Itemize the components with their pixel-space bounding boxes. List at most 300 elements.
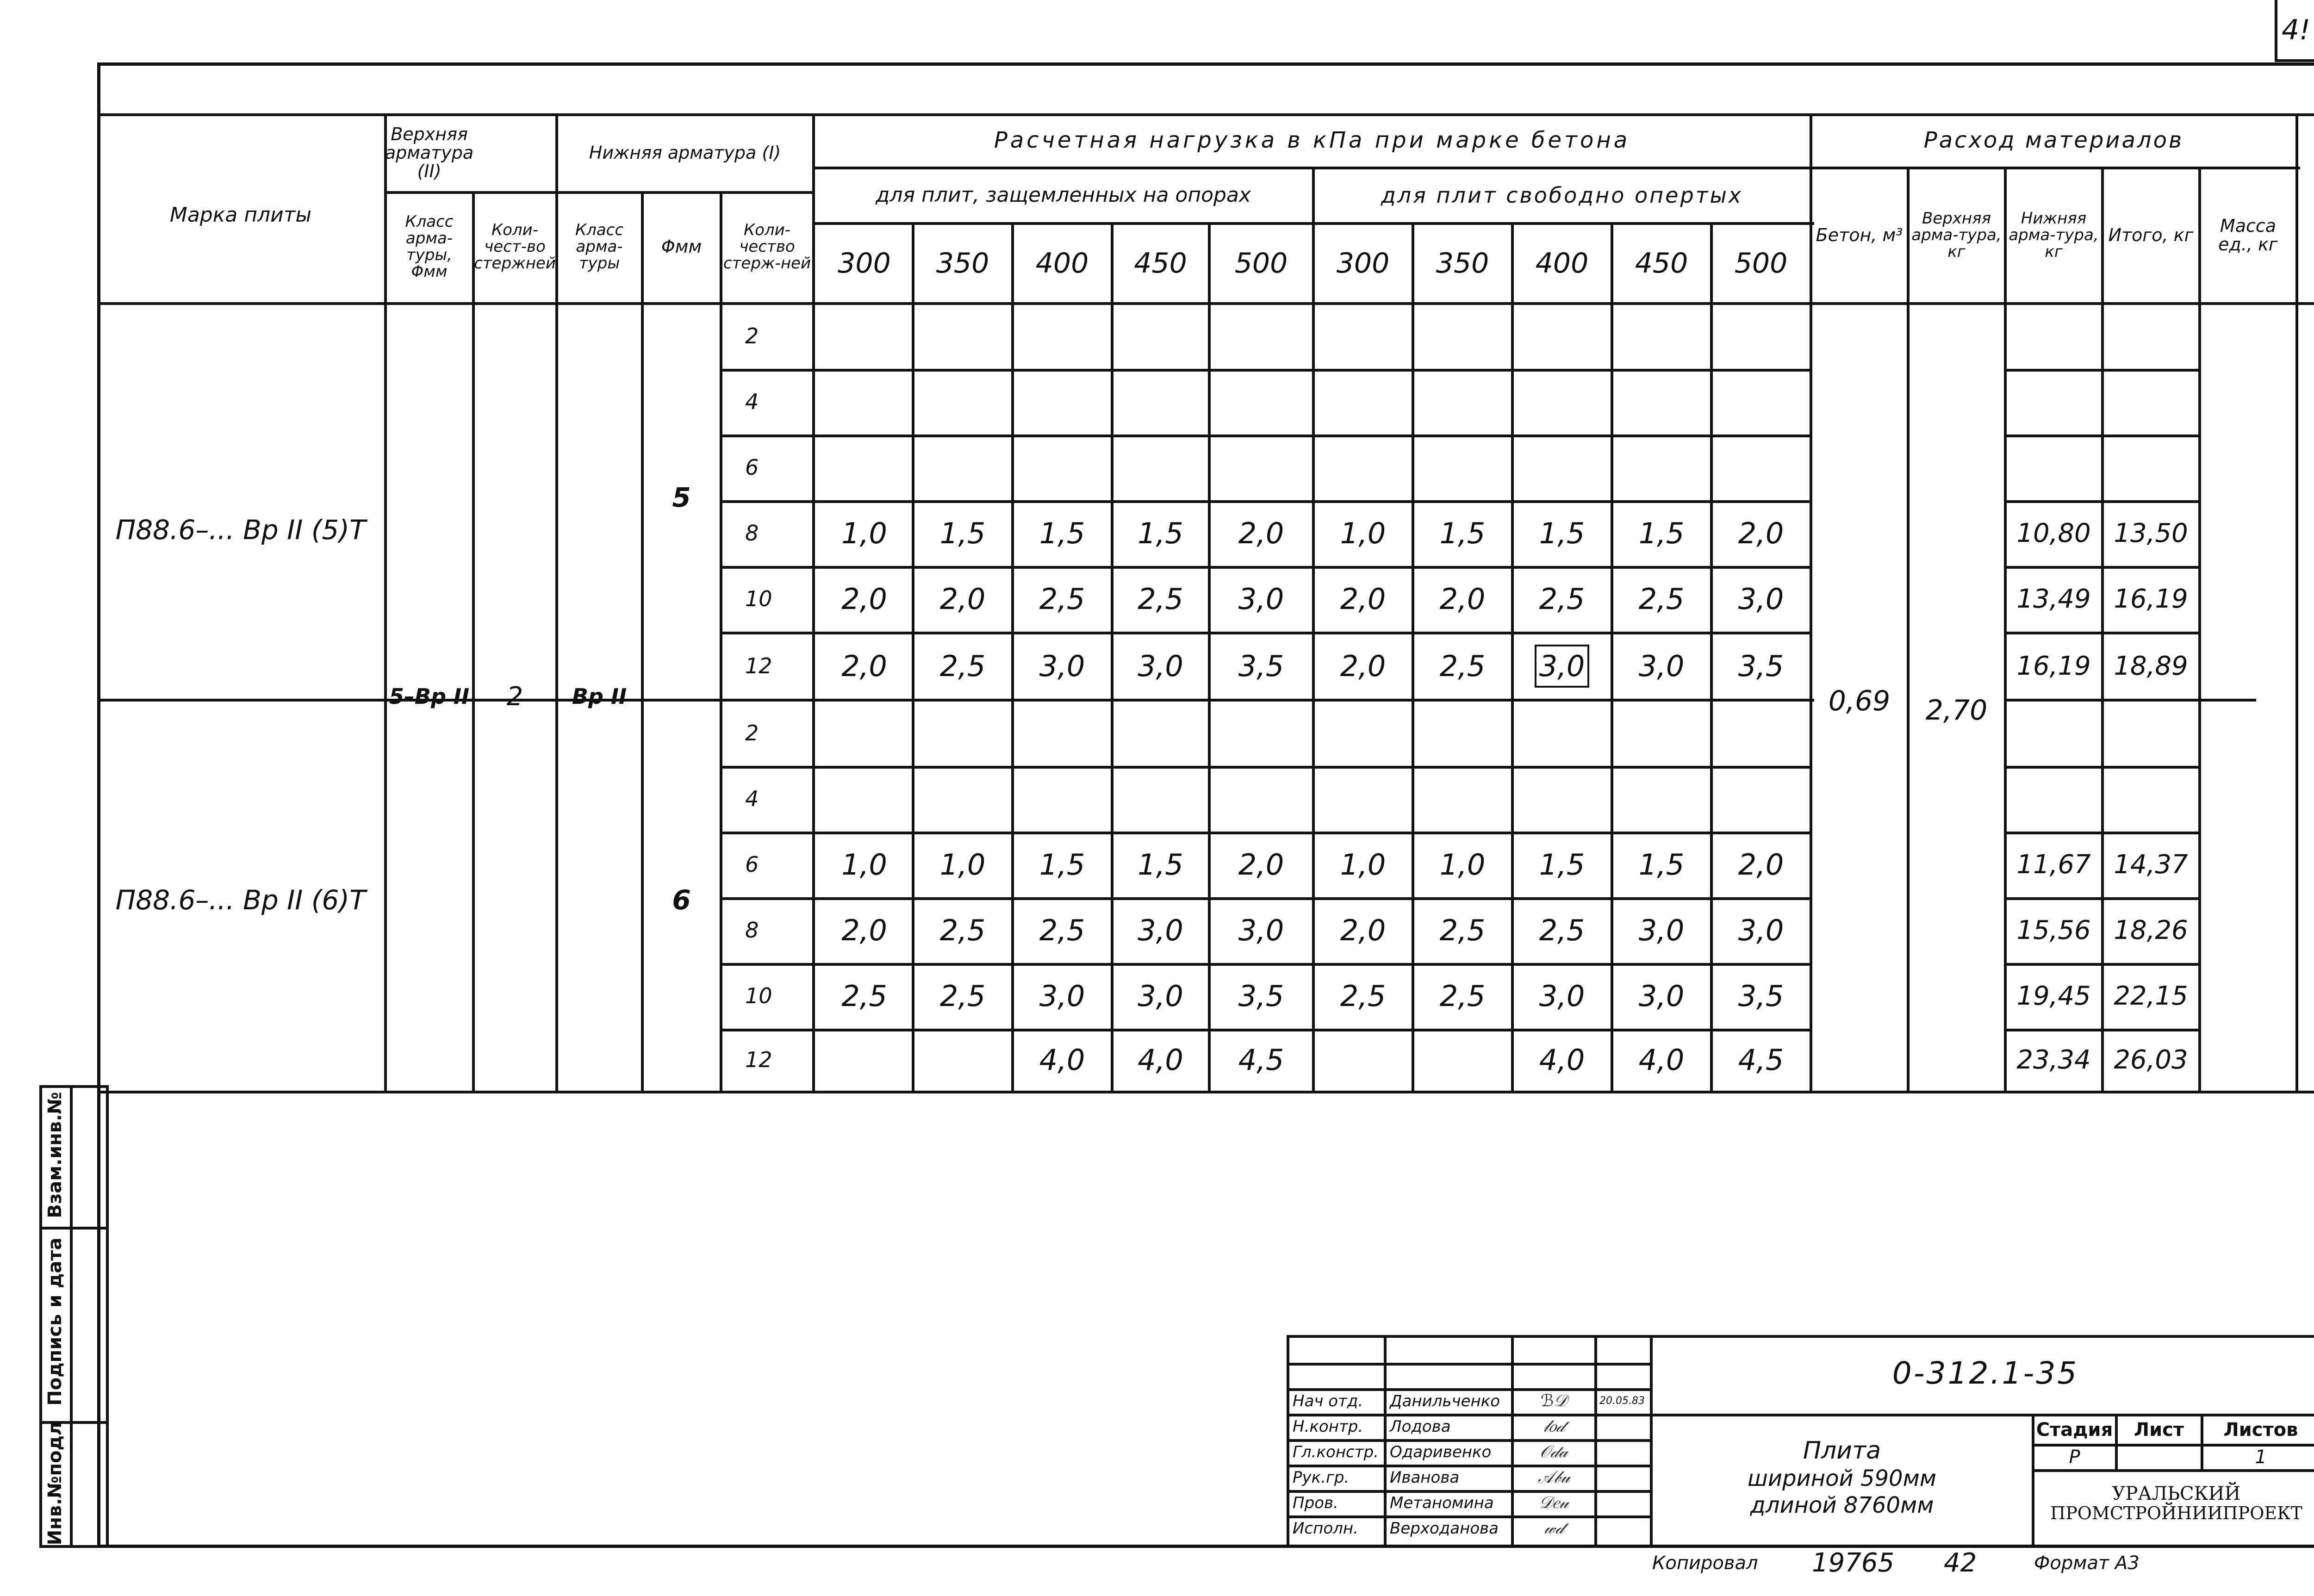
load-cell — [1314, 700, 1412, 766]
header-concrete: Бетон, м³ — [1816, 225, 1903, 245]
side-inv-repl: Взам.инв.№ — [44, 1092, 66, 1218]
row-count: 2 — [745, 720, 759, 745]
person-signature: 𝒜𝒷𝓊 — [1537, 1467, 1570, 1487]
load-cell — [1210, 766, 1312, 832]
col-line — [2295, 113, 2298, 1092]
grade-header: 400 — [1035, 247, 1089, 279]
load-value: 2,0 — [939, 582, 986, 616]
shared-upper-mat: 2,70 — [1925, 694, 1988, 727]
load-cell — [817, 566, 912, 632]
person-name: Одаривенко — [1390, 1442, 1492, 1461]
side-sign-date: Подпись и дата — [44, 1237, 66, 1406]
row-count: 10 — [745, 983, 772, 1008]
lower-mat-cell: 19,45 — [2016, 981, 2091, 1011]
shared-top-class: 5–Вр II — [389, 684, 470, 709]
total-cell: 18,89 — [2114, 651, 2188, 681]
person-name: Верходанова — [1390, 1519, 1499, 1538]
tb-row — [2032, 1469, 2314, 1472]
lower-mat-cell: 15,56 — [2016, 915, 2091, 945]
load-value: 4,0 — [1539, 1043, 1585, 1077]
col-line — [812, 113, 815, 1092]
sheet-value — [2117, 1445, 2201, 1469]
load-cell — [1712, 766, 1810, 832]
header-top-count: Коли-чест-во стержней — [474, 220, 556, 273]
row-count: 8 — [745, 918, 759, 943]
header-upper-mat: Верхняя арма-тура, кг — [1911, 209, 2002, 261]
stage-value: Р — [2069, 1447, 2080, 1468]
lower-mat-cell: 13,49 — [2016, 584, 2091, 614]
load-cell — [1113, 566, 1208, 632]
sheets-value: 1 — [2255, 1447, 2267, 1468]
load-value: 2,0 — [1738, 516, 1784, 550]
person-name: Лодова — [1390, 1417, 1451, 1436]
load-cell — [1014, 766, 1111, 832]
load-cell — [1414, 832, 1511, 897]
load-value: 3,5 — [1238, 979, 1284, 1013]
load-cell — [1014, 897, 1111, 963]
load-value: 2,0 — [1340, 913, 1386, 947]
lower-mat-cell: 10,80 — [2016, 518, 2091, 548]
load-cell — [1712, 632, 1810, 700]
load-cell — [1613, 700, 1710, 766]
person-role: Пров. — [1293, 1493, 1338, 1512]
total-cell — [2103, 700, 2198, 766]
load-cell — [1210, 435, 1312, 500]
load-value: 2,5 — [1539, 913, 1585, 947]
load-cell — [1613, 632, 1710, 700]
load-value: 4,5 — [1738, 1043, 1784, 1077]
lower-mat-cell: 23,34 — [2016, 1044, 2091, 1075]
load-value: 3,0 — [1738, 913, 1784, 947]
load-cell — [1314, 303, 1412, 369]
load-value: 3,5 — [1738, 979, 1784, 1013]
person-role: Гл.констр. — [1293, 1442, 1379, 1461]
row-count: 8 — [745, 521, 759, 546]
person-date — [1594, 1414, 1650, 1439]
org-line-1: УРАЛЬСКИЙ — [2112, 1483, 2241, 1504]
load-cell — [1513, 500, 1611, 566]
load-value: 3,0 — [1238, 582, 1284, 616]
total-cell: 14,37 — [2114, 849, 2188, 880]
load-value: 3,5 — [1738, 649, 1784, 683]
col-line — [1907, 167, 1910, 1092]
person-role: Исполн. — [1293, 1519, 1358, 1538]
header-fixed: для плит, защемленных на опорах — [876, 183, 1251, 207]
load-cell — [1014, 1029, 1111, 1091]
load-cell — [1513, 435, 1611, 500]
grade-header: 400 — [1535, 247, 1589, 279]
load-value: 2,0 — [841, 582, 887, 616]
load-value: 1,0 — [939, 847, 986, 882]
title-line-1: Плита — [1803, 1437, 1881, 1465]
grade-header: 500 — [1234, 247, 1288, 279]
load-cell — [817, 435, 912, 500]
row-count: 4 — [745, 389, 759, 414]
doc-code: 0-312.1-35 — [1892, 1355, 2079, 1391]
grade-header: 300 — [838, 247, 891, 279]
load-cell — [1513, 897, 1611, 963]
load-cell — [1712, 500, 1810, 566]
load-value: 3,0 — [1238, 913, 1284, 947]
total-cell — [2103, 303, 2198, 369]
load-cell — [1210, 632, 1312, 700]
load-cell — [1613, 566, 1710, 632]
header-top-reinf: Верхняя арматура (II) — [385, 124, 474, 181]
shared-bottom-class: Вр II — [572, 684, 627, 709]
sheet-label: Лист — [2134, 1419, 2184, 1441]
group-2-mark: П88.6–... Вр II (6)Т — [115, 884, 366, 916]
copy-number-2: 42 — [1944, 1548, 1977, 1578]
load-cell — [914, 303, 1011, 369]
load-cell — [1113, 369, 1208, 435]
load-value: 2,0 — [1340, 649, 1386, 683]
load-value: 1,5 — [939, 516, 986, 550]
load-cell — [1513, 303, 1611, 369]
row-count: 6 — [745, 455, 759, 480]
header-total: Итого, кг — [2108, 225, 2194, 245]
load-value: 3,0 — [1138, 649, 1183, 683]
load-value: 1,5 — [1539, 847, 1585, 882]
person-signature: 𝓁𝑜𝒹 — [1543, 1416, 1565, 1436]
person-role: Рук.гр. — [1293, 1468, 1350, 1487]
lower-mat-cell — [2006, 700, 2101, 766]
load-cell — [1210, 832, 1312, 897]
load-cell — [1513, 1029, 1611, 1091]
grade-header: 500 — [1734, 247, 1788, 279]
load-value: 2,5 — [1539, 582, 1585, 616]
load-value: 3,0 — [1138, 913, 1183, 947]
load-cell — [914, 369, 1011, 435]
load-cell — [914, 963, 1011, 1029]
load-cell — [1513, 700, 1611, 766]
header-lower-mat: Нижняя арма-тура, кг — [2009, 209, 2099, 261]
row-count: 6 — [745, 852, 759, 877]
load-cell — [1113, 832, 1208, 897]
header-mass: Масса ед., кг — [2218, 216, 2278, 255]
reinf-subheader-line — [386, 191, 815, 194]
load-value: 1,5 — [1638, 847, 1685, 882]
load-cell — [1113, 435, 1208, 500]
load-cell — [1113, 1029, 1208, 1091]
corner-tick — [2275, 0, 2277, 60]
load-cell — [1414, 632, 1511, 700]
load-value: 2,5 — [841, 979, 887, 1013]
person-name: Иванова — [1390, 1468, 1460, 1487]
load-value: 3,0 — [1638, 979, 1685, 1013]
header-bottom-count: Коли-чество стерж-ней — [723, 220, 811, 273]
load-cell — [1712, 303, 1810, 369]
row-count: 4 — [745, 786, 759, 811]
load-cell — [914, 832, 1011, 897]
lower-mat-cell: 16,19 — [2016, 651, 2091, 681]
load-cell — [817, 632, 912, 700]
person-date — [1594, 1439, 1650, 1465]
load-value: 3,0 — [1638, 913, 1685, 947]
load-value: 1,5 — [1039, 847, 1085, 882]
load-cell — [1014, 632, 1111, 700]
load-cell — [1712, 369, 1810, 435]
header-free: для плит свободно опертых — [1381, 182, 1743, 208]
person-date — [1594, 1465, 1650, 1490]
load-cell — [1113, 897, 1208, 963]
load-cell — [1210, 303, 1312, 369]
load-cell — [1113, 700, 1208, 766]
load-cell — [1210, 500, 1312, 566]
col-line — [2198, 167, 2201, 1092]
load-cell — [914, 766, 1011, 832]
load-cell — [914, 700, 1011, 766]
load-cell — [1712, 566, 1810, 632]
total-cell: 18,26 — [2114, 915, 2188, 945]
header-mark: Марка плиты — [169, 203, 312, 227]
load-cell — [1014, 832, 1111, 897]
sheets-label: Листов — [2223, 1419, 2298, 1441]
grade-header: 450 — [1134, 247, 1187, 279]
side-inv-orig: Инв.№подл — [44, 1422, 66, 1546]
load-cell — [1712, 435, 1810, 500]
org-line-2: ПРОМСТРОЙНИИПРОЕКТ — [2050, 1503, 2302, 1523]
header-bottom-class: Класс арма-туры — [575, 220, 624, 273]
load-cell — [1314, 632, 1412, 700]
load-cell — [1414, 897, 1511, 963]
load-cell — [817, 832, 912, 897]
load-value: 4,0 — [1039, 1043, 1085, 1077]
load-cell — [1414, 1029, 1511, 1091]
lower-mat-cell — [2006, 435, 2101, 500]
grade-header: 300 — [1336, 247, 1390, 279]
person-signature: 𝒟𝑒𝓊 — [1539, 1493, 1569, 1512]
load-cell — [1113, 963, 1208, 1029]
load-value: 2,5 — [939, 979, 986, 1013]
load-cell — [817, 1029, 912, 1091]
load-cell — [1014, 500, 1111, 566]
load-value: 2,0 — [1738, 847, 1784, 882]
load-value: 2,5 — [1138, 582, 1183, 616]
load-value: 1,5 — [1138, 847, 1183, 882]
load-value: 1,0 — [841, 847, 887, 882]
load-cell — [1113, 766, 1208, 832]
load-value: 1,0 — [1340, 847, 1386, 882]
load-value: 1,5 — [1439, 516, 1486, 550]
load-value: 1,5 — [1539, 516, 1585, 550]
load-cell — [1014, 566, 1111, 632]
load-cell — [1414, 700, 1511, 766]
grade-header: 350 — [936, 247, 989, 279]
load-value: 2,5 — [1439, 979, 1486, 1013]
load-value: 2,5 — [1340, 979, 1386, 1013]
load-value: 2,5 — [939, 649, 986, 683]
table-bottom-line — [97, 1091, 2314, 1093]
load-value: 2,5 — [1638, 582, 1685, 616]
load-value: 1,0 — [841, 516, 887, 550]
person-name: Метаномина — [1390, 1493, 1494, 1512]
load-cell — [1513, 832, 1611, 897]
load-value: 3,0 — [1138, 979, 1183, 1013]
title-line-2: шириной 590мм — [1747, 1466, 1937, 1491]
copy-number: 19765 — [1812, 1548, 1895, 1578]
load-cell — [1414, 566, 1511, 632]
load-cell — [817, 700, 912, 766]
total-cell: 22,15 — [2114, 981, 2188, 1011]
load-cell — [1314, 897, 1412, 963]
load-value: 2,5 — [1039, 582, 1085, 616]
load-value: 2,5 — [1039, 913, 1085, 947]
header-bottom-reinf: Нижняя арматура (I) — [589, 143, 781, 163]
load-value: 3,0 — [1039, 979, 1085, 1013]
load-cell — [1613, 832, 1710, 897]
load-value: 3,0 — [1539, 649, 1585, 683]
load-value: 2,5 — [1439, 913, 1486, 947]
load-value: 1,5 — [1138, 516, 1183, 550]
load-cell — [1014, 369, 1111, 435]
load-value: 2,0 — [1238, 847, 1284, 882]
load-cell — [1314, 832, 1412, 897]
load-cell — [1414, 435, 1511, 500]
load-value: 1,0 — [1439, 847, 1486, 882]
shared-top-count: 2 — [506, 681, 523, 712]
page-number: 4! — [2282, 14, 2311, 46]
person-date — [1594, 1490, 1650, 1515]
corner-tick-h — [2275, 59, 2314, 62]
load-cell — [817, 897, 912, 963]
grade-header: 450 — [1635, 247, 1688, 279]
load-cell — [1210, 1029, 1312, 1091]
side-stamp-divider — [70, 1088, 73, 1546]
load-value: 1,0 — [1340, 516, 1386, 550]
lower-mat-cell: 11,67 — [2016, 849, 2091, 880]
load-value: 3,0 — [1039, 649, 1085, 683]
total-cell: 26,03 — [2114, 1044, 2188, 1075]
load-cell — [1014, 700, 1111, 766]
person-date — [1594, 1515, 1650, 1541]
row-count: 10 — [745, 586, 772, 611]
header-materials: Расход материалов — [1923, 127, 2184, 153]
format-label: Формат А3 — [2034, 1553, 2140, 1574]
load-cell — [1414, 766, 1511, 832]
group-1-mark: П88.6–... Вр II (5)Т — [115, 514, 366, 546]
load-value: 3,5 — [1238, 649, 1284, 683]
load-cell — [1314, 435, 1412, 500]
side-stamp — [39, 1085, 109, 1548]
load-value: 2,0 — [841, 913, 887, 947]
load-cell — [1414, 500, 1511, 566]
total-cell — [2103, 435, 2198, 500]
group-1-diameter: 5 — [672, 482, 691, 513]
load-cell — [1613, 766, 1710, 832]
row-count: 12 — [745, 653, 772, 678]
header-load: Расчетная нагрузка в кПа при марке бетона — [994, 127, 1630, 153]
copied-label: Копировал — [1652, 1553, 1758, 1574]
load-cell — [1712, 832, 1810, 897]
load-cell — [914, 632, 1011, 700]
person-role: Нач отд. — [1293, 1391, 1363, 1410]
load-value: 4,0 — [1138, 1043, 1183, 1077]
load-value: 3,0 — [1738, 582, 1784, 616]
col-line — [472, 191, 475, 1092]
load-cell — [1113, 500, 1208, 566]
row-count: 2 — [745, 323, 759, 348]
load-value: 3,0 — [1638, 649, 1685, 683]
lower-mat-cell — [2006, 369, 2101, 435]
col-line — [641, 191, 644, 1092]
load-cell — [1712, 1029, 1810, 1091]
load-cell — [1014, 303, 1111, 369]
load-value: 2,0 — [1238, 516, 1284, 550]
load-cell — [1314, 963, 1412, 1029]
load-cell — [1513, 369, 1611, 435]
load-cell — [1314, 1029, 1412, 1091]
load-cell — [1613, 1029, 1710, 1091]
load-cell — [914, 500, 1011, 566]
load-cell — [1210, 700, 1312, 766]
load-cell — [1314, 566, 1412, 632]
load-value: 2,0 — [841, 649, 887, 683]
load-cell — [1712, 700, 1810, 766]
load-value: 2,5 — [1439, 649, 1486, 683]
load-cell — [914, 1029, 1011, 1091]
load-cell — [1414, 963, 1511, 1029]
load-cell — [1513, 566, 1611, 632]
load-cell — [1414, 369, 1511, 435]
load-cell — [1513, 963, 1611, 1029]
load-cell — [1414, 303, 1511, 369]
person-signature: ℬ𝒟 — [1540, 1391, 1568, 1410]
person-signature: 𝓌𝒹 — [1543, 1518, 1564, 1538]
load-cell — [1613, 369, 1710, 435]
load-cell — [1210, 369, 1312, 435]
load-cell — [1513, 632, 1611, 700]
person-role: Н.контр. — [1293, 1417, 1363, 1436]
shared-mass — [2298, 669, 2314, 724]
load-table — [97, 113, 2314, 1094]
load-cell — [1613, 435, 1710, 500]
grade-header: 350 — [1436, 247, 1489, 279]
load-value: 3,0 — [1539, 979, 1585, 1013]
stage-label: Стадия — [2036, 1419, 2113, 1441]
load-cell — [817, 303, 912, 369]
header-bottom-diam: Φмм — [661, 236, 702, 257]
load-value: 2,0 — [1340, 582, 1386, 616]
load-cell — [1314, 766, 1412, 832]
load-cell — [1210, 566, 1312, 632]
load-cell — [914, 435, 1011, 500]
load-cell — [1314, 369, 1412, 435]
total-cell: 16,19 — [2114, 584, 2188, 614]
load-cell — [1014, 435, 1111, 500]
load-cell — [1210, 963, 1312, 1029]
load-value: 1,5 — [1039, 516, 1085, 550]
total-cell: 13,50 — [2114, 518, 2188, 548]
load-cell — [1113, 303, 1208, 369]
load-cell — [1513, 766, 1611, 832]
shared-concrete: 0,69 — [1828, 685, 1891, 717]
total-cell — [2103, 766, 2198, 832]
load-cell — [817, 963, 912, 1029]
group-2-diameter: 6 — [672, 884, 691, 916]
person-signature: 𝒪𝒹𝒶 — [1540, 1442, 1568, 1461]
load-value: 2,0 — [1439, 582, 1486, 616]
load-value: 1,5 — [1638, 516, 1685, 550]
load-cell — [1613, 897, 1710, 963]
load-cell — [914, 897, 1011, 963]
title-block — [1287, 1335, 2314, 1548]
person-date: 20.05.83 — [1599, 1395, 1645, 1407]
load-cell — [1113, 632, 1208, 700]
lower-mat-cell — [2006, 766, 2101, 832]
load-value: 2,5 — [939, 913, 986, 947]
header-top-class: Класс арма-туры, Φмм — [405, 212, 454, 281]
total-cell — [2103, 369, 2198, 435]
